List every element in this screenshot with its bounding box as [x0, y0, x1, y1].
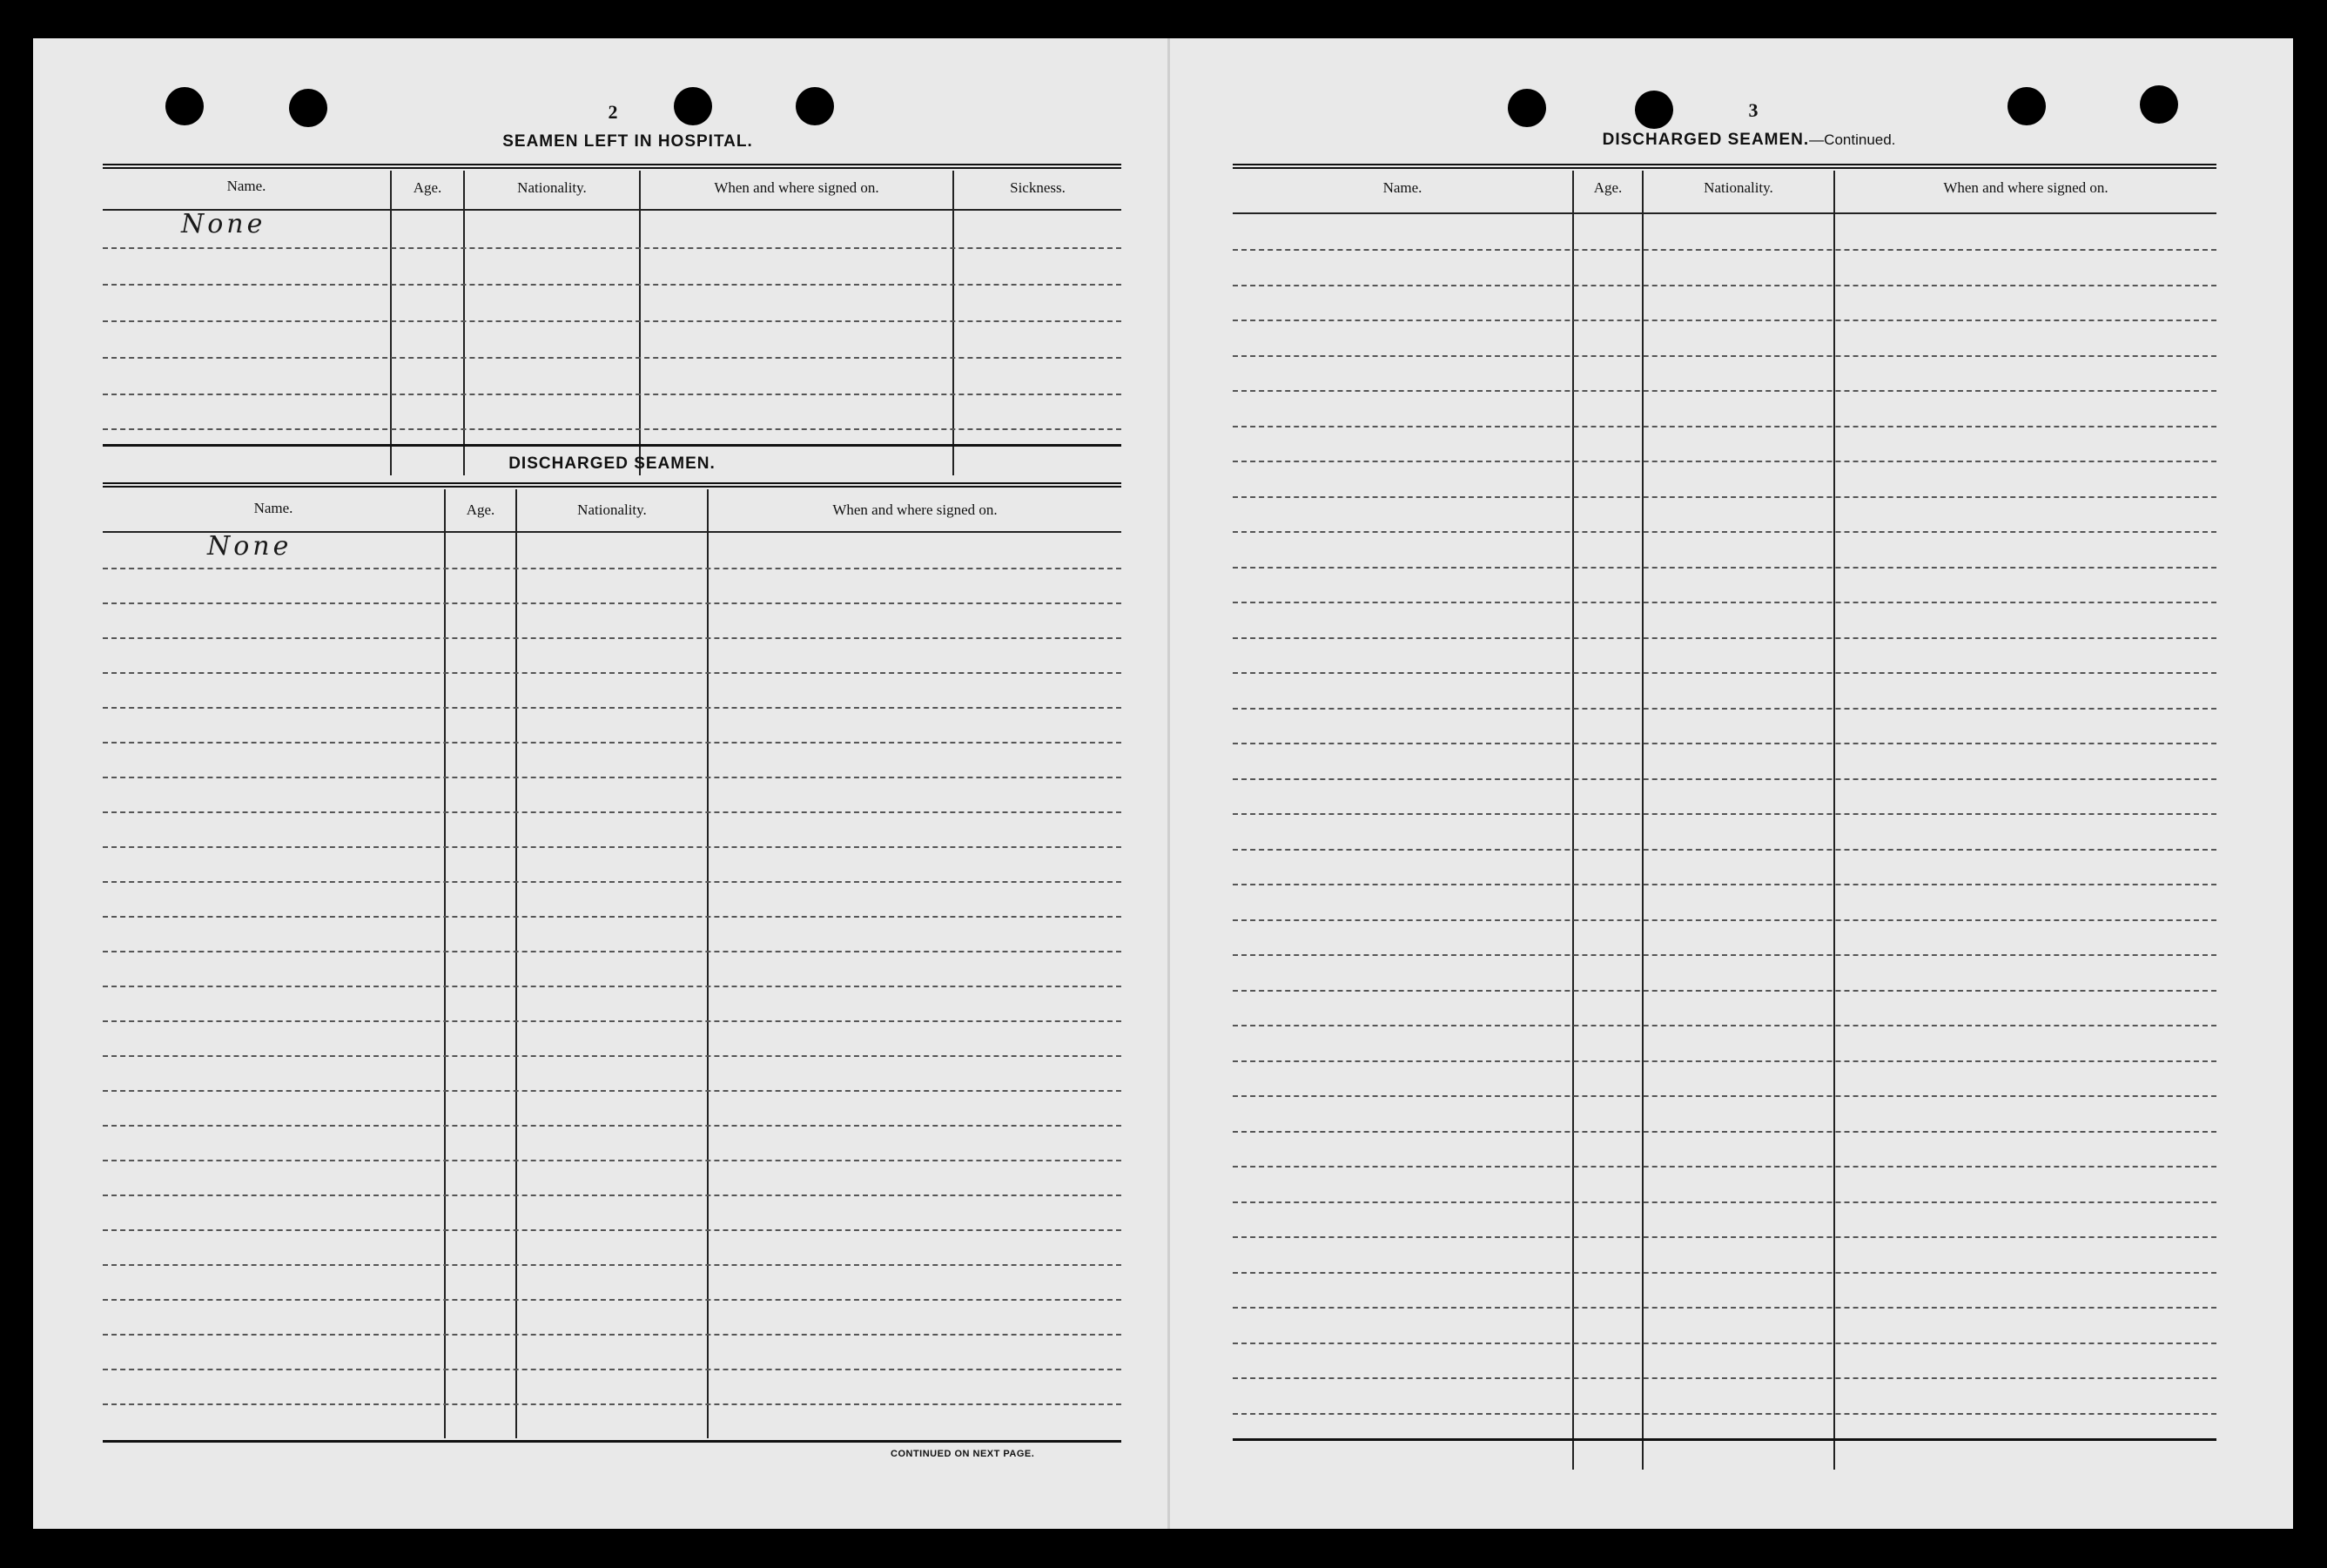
form-row-line: [1233, 1343, 2216, 1344]
table-rule: [1233, 1438, 2216, 1441]
form-row-line: [103, 811, 1121, 813]
form-row-line: [1233, 1025, 2216, 1026]
form-row-line: [1233, 531, 2216, 533]
column-header: Sickness.: [1010, 179, 1066, 196]
form-row-line: [1233, 567, 2216, 569]
form-row-line: [103, 951, 1121, 952]
form-row-line: [103, 1369, 1121, 1370]
form-row-line: [103, 986, 1121, 987]
double-rule: [103, 164, 1121, 169]
form-row-line: [1233, 919, 2216, 921]
form-row-line: [1233, 426, 2216, 427]
double-rule: [1233, 164, 2216, 169]
form-row-line: [1233, 285, 2216, 286]
handwritten-entry: None: [181, 209, 266, 239]
handwritten-entry: None: [207, 531, 293, 562]
continued-label: —Continued.: [1809, 131, 1896, 148]
form-row-line: [1233, 884, 2216, 885]
document-sheet: [33, 38, 2293, 1529]
discharged-table: [103, 489, 1121, 1438]
column-header: Name.: [253, 500, 293, 516]
form-row-line: [103, 1160, 1121, 1161]
form-row-line: [1233, 1236, 2216, 1238]
form-row-line: [103, 1403, 1121, 1405]
column-header: Nationality.: [577, 501, 647, 518]
form-row-line: [1233, 496, 2216, 498]
left-page: [33, 38, 1167, 1529]
table-rule: [103, 1440, 1121, 1443]
form-row-line: [1233, 1272, 2216, 1274]
discharged-continued-title: [1240, 131, 2258, 150]
form-row-line: [103, 1299, 1121, 1301]
form-row-line: [1233, 743, 2216, 744]
form-row-line: [1233, 1060, 2216, 1062]
form-row-line: [103, 1020, 1121, 1022]
form-row-line: [1233, 954, 2216, 956]
form-row-line: [1233, 461, 2216, 462]
form-row-line: [1233, 1131, 2216, 1133]
column-header: Name.: [1382, 179, 1422, 196]
discharged-section-title: DISCHARGED SEAMEN.: [508, 454, 716, 473]
form-row-line: [103, 846, 1121, 848]
continued-note: CONTINUED ON NEXT PAGE.: [891, 1449, 1035, 1459]
form-row-line: [1233, 637, 2216, 639]
form-row-line: [1233, 1413, 2216, 1415]
form-row-line: [1233, 1307, 2216, 1309]
section-title-text: DISCHARGED SEAMEN.: [1602, 131, 1810, 149]
form-row-line: [1233, 778, 2216, 780]
form-row-line: [1233, 990, 2216, 992]
form-row-line: [1233, 672, 2216, 674]
form-row-line: [103, 1055, 1121, 1057]
form-row-line: [1233, 1201, 2216, 1203]
form-row-line: [103, 568, 1121, 569]
form-row-line: [103, 916, 1121, 918]
form-row-line: [103, 1264, 1121, 1266]
form-row-line: [1233, 390, 2216, 392]
column-header: Age.: [466, 501, 495, 518]
form-row-line: [103, 742, 1121, 744]
right-page: [1170, 38, 2293, 1529]
column-header: Age.: [413, 179, 442, 196]
column-header: Nationality.: [1704, 179, 1773, 196]
double-rule: [103, 482, 1121, 488]
form-row-line: [1233, 849, 2216, 851]
page-number: 2: [608, 101, 618, 123]
form-row-line: [1233, 249, 2216, 251]
form-row-line: [1233, 602, 2216, 603]
column-header: When and where signed on.: [1943, 179, 2108, 196]
form-row-line: [103, 1229, 1121, 1231]
form-row-line: [103, 602, 1121, 604]
form-row-line: [1233, 813, 2216, 815]
hospital-section-title: SEAMEN LEFT IN HOSPITAL.: [502, 132, 753, 151]
form-row-line: [103, 1334, 1121, 1336]
form-row-line: [1233, 1095, 2216, 1097]
form-row-line: [103, 672, 1121, 674]
form-row-line: [103, 707, 1121, 709]
form-row-line: [103, 777, 1121, 778]
form-row-line: [103, 637, 1121, 639]
form-row-line: [1233, 355, 2216, 357]
discharged-table-continued: [1233, 171, 2216, 1470]
form-row-line: [103, 1125, 1121, 1127]
form-row-line: [103, 881, 1121, 883]
column-header: Name.: [226, 178, 266, 194]
form-row-line: [103, 1090, 1121, 1092]
column-header: When and where signed on.: [832, 501, 998, 518]
column-header: Age.: [1593, 179, 1623, 196]
column-header: When and where signed on.: [714, 179, 879, 196]
column-header: Nationality.: [517, 179, 587, 196]
form-row-line: [1233, 1377, 2216, 1379]
form-row-line: [1233, 320, 2216, 321]
form-row-line: [103, 1195, 1121, 1196]
form-row-line: [1233, 1166, 2216, 1168]
hospital-table: [103, 171, 1121, 475]
form-row-line: [1233, 708, 2216, 710]
page-number: 3: [1748, 99, 1759, 121]
table-rule: [103, 444, 1121, 447]
